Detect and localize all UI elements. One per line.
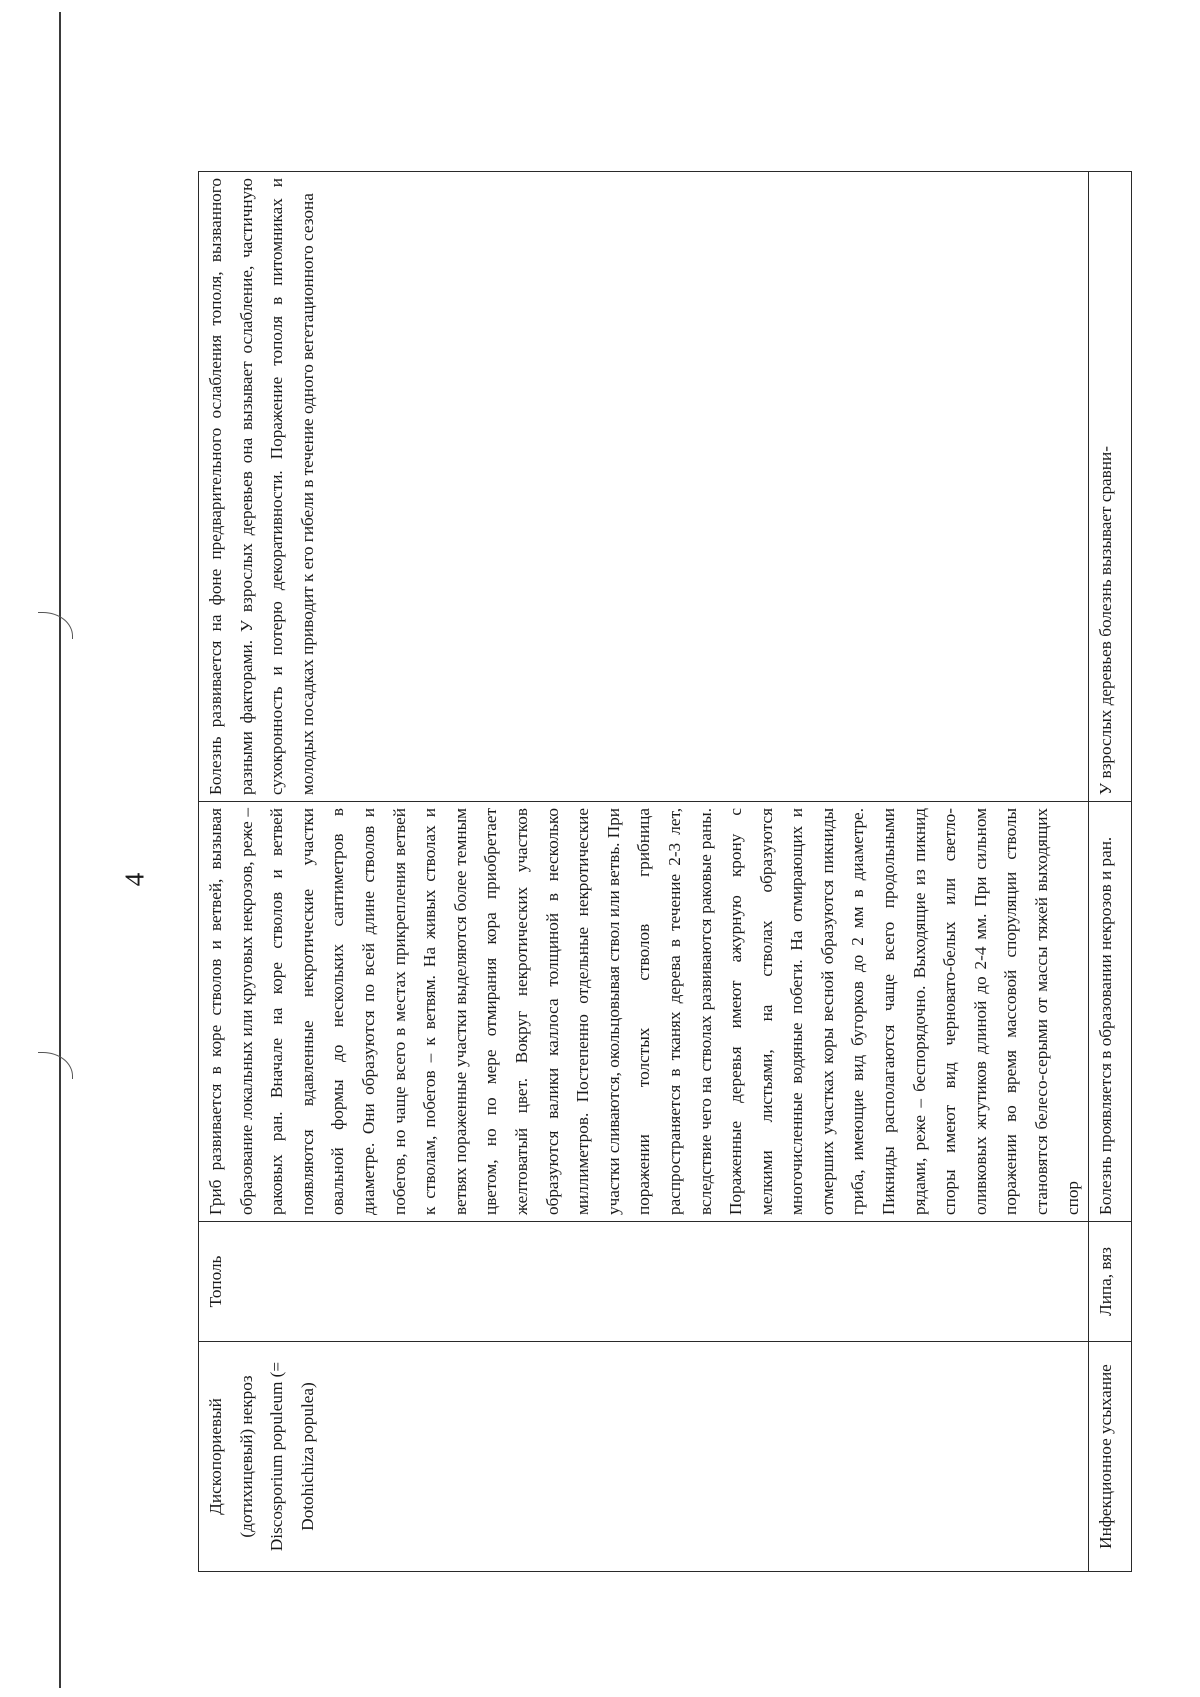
rotated-table-container <box>198 172 1131 1572</box>
importance-cell: Болезнь развивается на фоне предварительного ослабления тополя, вызванного разными факторами. У взрослых деревьев она вызывает ослабление, частичную сухокронность и потерю декоративности. Поражение тополя в питомниках и молодых посадках приводит к его гибели в течение одного вегетационного сезона <box>199 172 1089 802</box>
disease-name-cell: Дископориевый (дотихицевый) некроз Discosporium populeum (= Dotohichiza populea) <box>199 1342 1089 1572</box>
disease-name-cell: Инфекционное усыхание <box>1089 1342 1132 1572</box>
disease-table <box>198 171 1132 1572</box>
binding-line <box>59 12 61 1688</box>
symptoms-cell: Болезнь проявляется в образовании некрозов и ран. <box>1089 802 1132 1222</box>
host-cell: Тополь <box>199 1222 1089 1342</box>
importance-cell: У взрослых деревьев болезнь вызывает сравни- <box>1089 172 1132 802</box>
page-number: 4 <box>119 872 150 887</box>
table-row <box>199 172 1089 1572</box>
symptoms-cell: Гриб развивается в коре стволов и ветвей, вызывая образование локальных или круговых некрозов, реже – раковых ран. Вначале на коре стволов и ветвей появляются вдавленные некротические участки овальной формы до нескольких сантиметров в диаметре. Они образуются по всей длине стволов и побегов, но чаще всего в местах прикрепления ветвей к стволам, побегов – к ветвям. На живых стволах и ветвях пораженные участки выделяются более темным цветом, но по мере отмирания кора приобретает желтоватый цвет. Вокруг некротических участков образуются валики каллоса толщиной в несколько миллиметров. Постепенно отдельные некротические участки сливаются, окольцовывая ствол или ветвь. При поражении толстых стволов грибница распространяется в тканях дерева в течение 2-3 лет, вследствие чего на стволах развиваются раковые раны. Пораженные деревья имеют ажурную крону с мелкими листьями, на стволах образуются многочисленные водяные побеги. На отмирающих и отмерших участках коры весной образуются пикниды гриба, имеющие вид бугорков до 2 мм в диаметре. Пикниды располагаются чаще всего продольными рядами, реже – беспорядочно. Выходящие из пикнид споры имеют вид черновато-белых или светло-оливковых жгутиков длиной до 2-4 мм. При сильном поражении во время массовой споруляции стволы становятся белесо-серыми от массы тяжей выходящих спор <box>199 802 1089 1222</box>
punch-hole-mark <box>38 1052 73 1079</box>
host-cell: Липа, вяз <box>1089 1222 1132 1342</box>
table-row <box>1089 172 1132 1572</box>
punch-hole-mark <box>38 612 73 639</box>
